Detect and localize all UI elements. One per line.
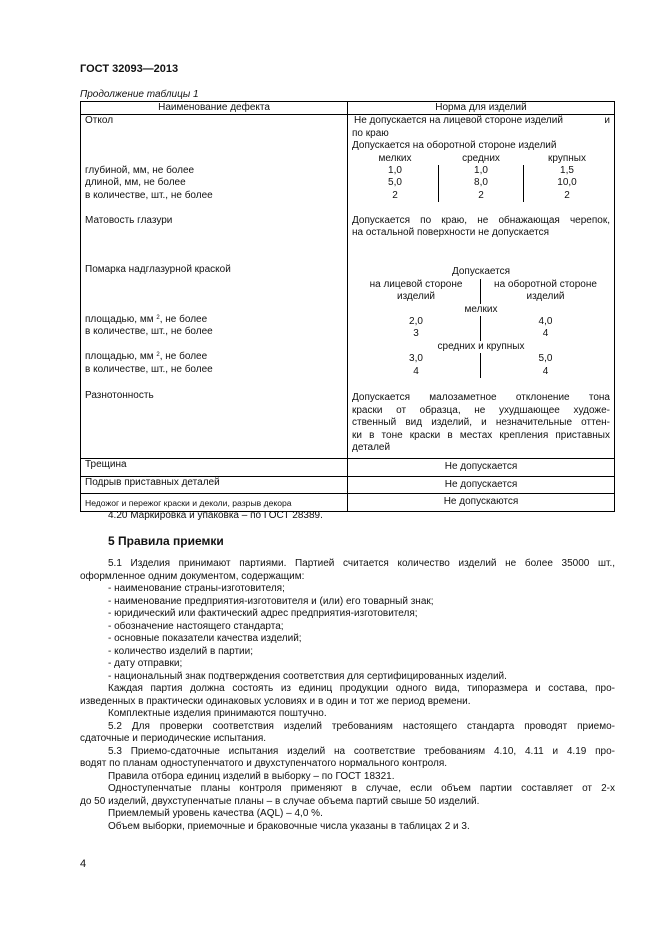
paragraph-4-20: 4.20 Маркировка и упаковка – по ГОСТ 28389. [108, 510, 323, 521]
value-grid: 1,0 5,0 2 1,0 8,0 2 1,5 10,0 2 [388, 165, 577, 201]
norm-text: по краю [352, 127, 389, 139]
list-item: - обозначение настоящего стандарта; [108, 620, 284, 632]
list-item: - количество изделий в партии; [108, 645, 253, 657]
row-label: глубиной, мм, не более [85, 165, 195, 177]
norm-text: Не допускаются [348, 494, 615, 511]
norm-text: на остальной поверхности не допускается [352, 227, 549, 239]
paragraph: оформленное одним документом, содержащим: [80, 570, 305, 582]
table-row-nedozhog [81, 494, 615, 511]
paragraph: Комплектные изделия принимаются поштучно. [108, 708, 327, 719]
defect-name: Матовость глазури [85, 214, 173, 226]
norm-text: Не допускается [348, 476, 615, 493]
defect-name: Подрыв приставных деталей [81, 476, 348, 493]
norm-text: Допускается на оборотной стороне изделий [352, 140, 557, 152]
norm-text: Не допускается [348, 459, 615, 476]
paragraph: водят по планам одноступенчатого и двухступенчатого нормального контроля. [80, 758, 448, 769]
norm-text: и [604, 115, 610, 127]
paragraph: Одноступенчатые планы контроля применяют в случае, если объем партии составляет от 2-х [108, 783, 615, 794]
paragraph: 5.1 Изделия принимают партиями. Партией считается количество изделий не более 35000 шт., [108, 558, 615, 569]
table-row-otkol [81, 115, 615, 215]
defects-table [80, 101, 615, 512]
col-header-defect: Наименование дефекта [81, 102, 348, 115]
row-label: длиной, мм, не более [85, 177, 186, 189]
paragraph: 5.2 Для проверки соответствия изделий требованиям настоящего стандарта проводят приемо- [108, 720, 615, 732]
body-text [80, 510, 615, 833]
paragraph: сдаточные и периодические испытания. [80, 733, 267, 744]
norm-text: Допускается по краю, не обнажающая черепок, [352, 214, 610, 226]
list-item: - национальный знак подтверждения соответствия для сертифицированных изделий. [108, 670, 507, 682]
table-row-pomarka: Помарка надглазурной краской площадью, мм $^2$, не более в количестве, шт., не более площадью, мм $^2$, не более в количестве, шт., не более Допускается на лицевой стороне изделий на оборотной стороне изделий мелких 2,0 3 4,0 4 средних и крупных 3,0 4 5,0 4 [81, 264, 615, 390]
paragraph: Приемлемый уровень качества (AQL) – 4,0 %. [108, 808, 323, 819]
list-item: - юридический или фактический адрес предприятия-изготовителя; [108, 608, 418, 619]
defect-name: Трещина [81, 459, 348, 476]
paragraph: Каждая партия должна состоять из единиц продукции одного вида, типоразмера и состава, про- [108, 683, 615, 694]
page-number: 4 [80, 858, 87, 870]
table-row-matte [81, 215, 615, 265]
list-item: - наименование предприятия-изготовителя и (или) его товарный знак; [108, 595, 434, 607]
table-row-crack [81, 459, 615, 476]
defect-name: Откол [85, 115, 114, 127]
norm-text: Допускается [451, 266, 511, 278]
col-header-norm: Норма для изделий [348, 102, 615, 115]
table-header-row [81, 102, 615, 115]
list-item: - дату отправки; [108, 658, 183, 669]
paragraph: Объем выборки, приемочные и браковочные числа указаны в таблицах 2 и 3. [108, 820, 470, 832]
paragraph: изведенных в практически одинаковых условиях и в один и тот же период времени. [80, 695, 471, 707]
paragraph: до 50 изделий, двухступенчатые планы – в случае объема партий свыше 50 изделий. [80, 795, 480, 807]
defect-name: Разнотонность [85, 390, 154, 402]
table-row-podryv [81, 476, 615, 493]
document-header: ГОСТ 32093—2013 [80, 63, 179, 75]
defect-name: Помарка надглазурной краской [85, 264, 231, 276]
list-item: - наименование страны-изготовителя; [108, 583, 285, 594]
table-caption: Продолжение таблицы 1 [80, 89, 199, 100]
list-item: - основные показатели качества изделий; [108, 633, 302, 644]
defect-name: Недожог и пережог краски и деколи, разрыв декора [81, 494, 348, 511]
table-row-raznoton: Разнотонность Допускается малозаметное отклонение тона краски от образца, не ухудшающее художе- ственный вид изделий, и незначительные оттен- ки в тоне краски в местах крепления приставных деталей [81, 390, 615, 459]
size-headers [352, 153, 610, 165]
row-label: в количестве, шт., не более [85, 189, 213, 201]
norm-text: Не допускается на лицевой стороне изделий [354, 115, 563, 127]
size-label: средних [462, 152, 500, 164]
section-heading: 5 Правила приемки [108, 533, 224, 548]
size-label: мелких [378, 152, 412, 164]
size-label: крупных [548, 152, 586, 164]
paragraph: Правила отбора единиц изделий в выборку – по ГОСТ 18321. [108, 770, 395, 782]
paragraph: 5.3 Приемо-сдаточные испытания изделий на соответствие требованиям 4.10, 4.11 и 4.19 про- [108, 745, 615, 757]
